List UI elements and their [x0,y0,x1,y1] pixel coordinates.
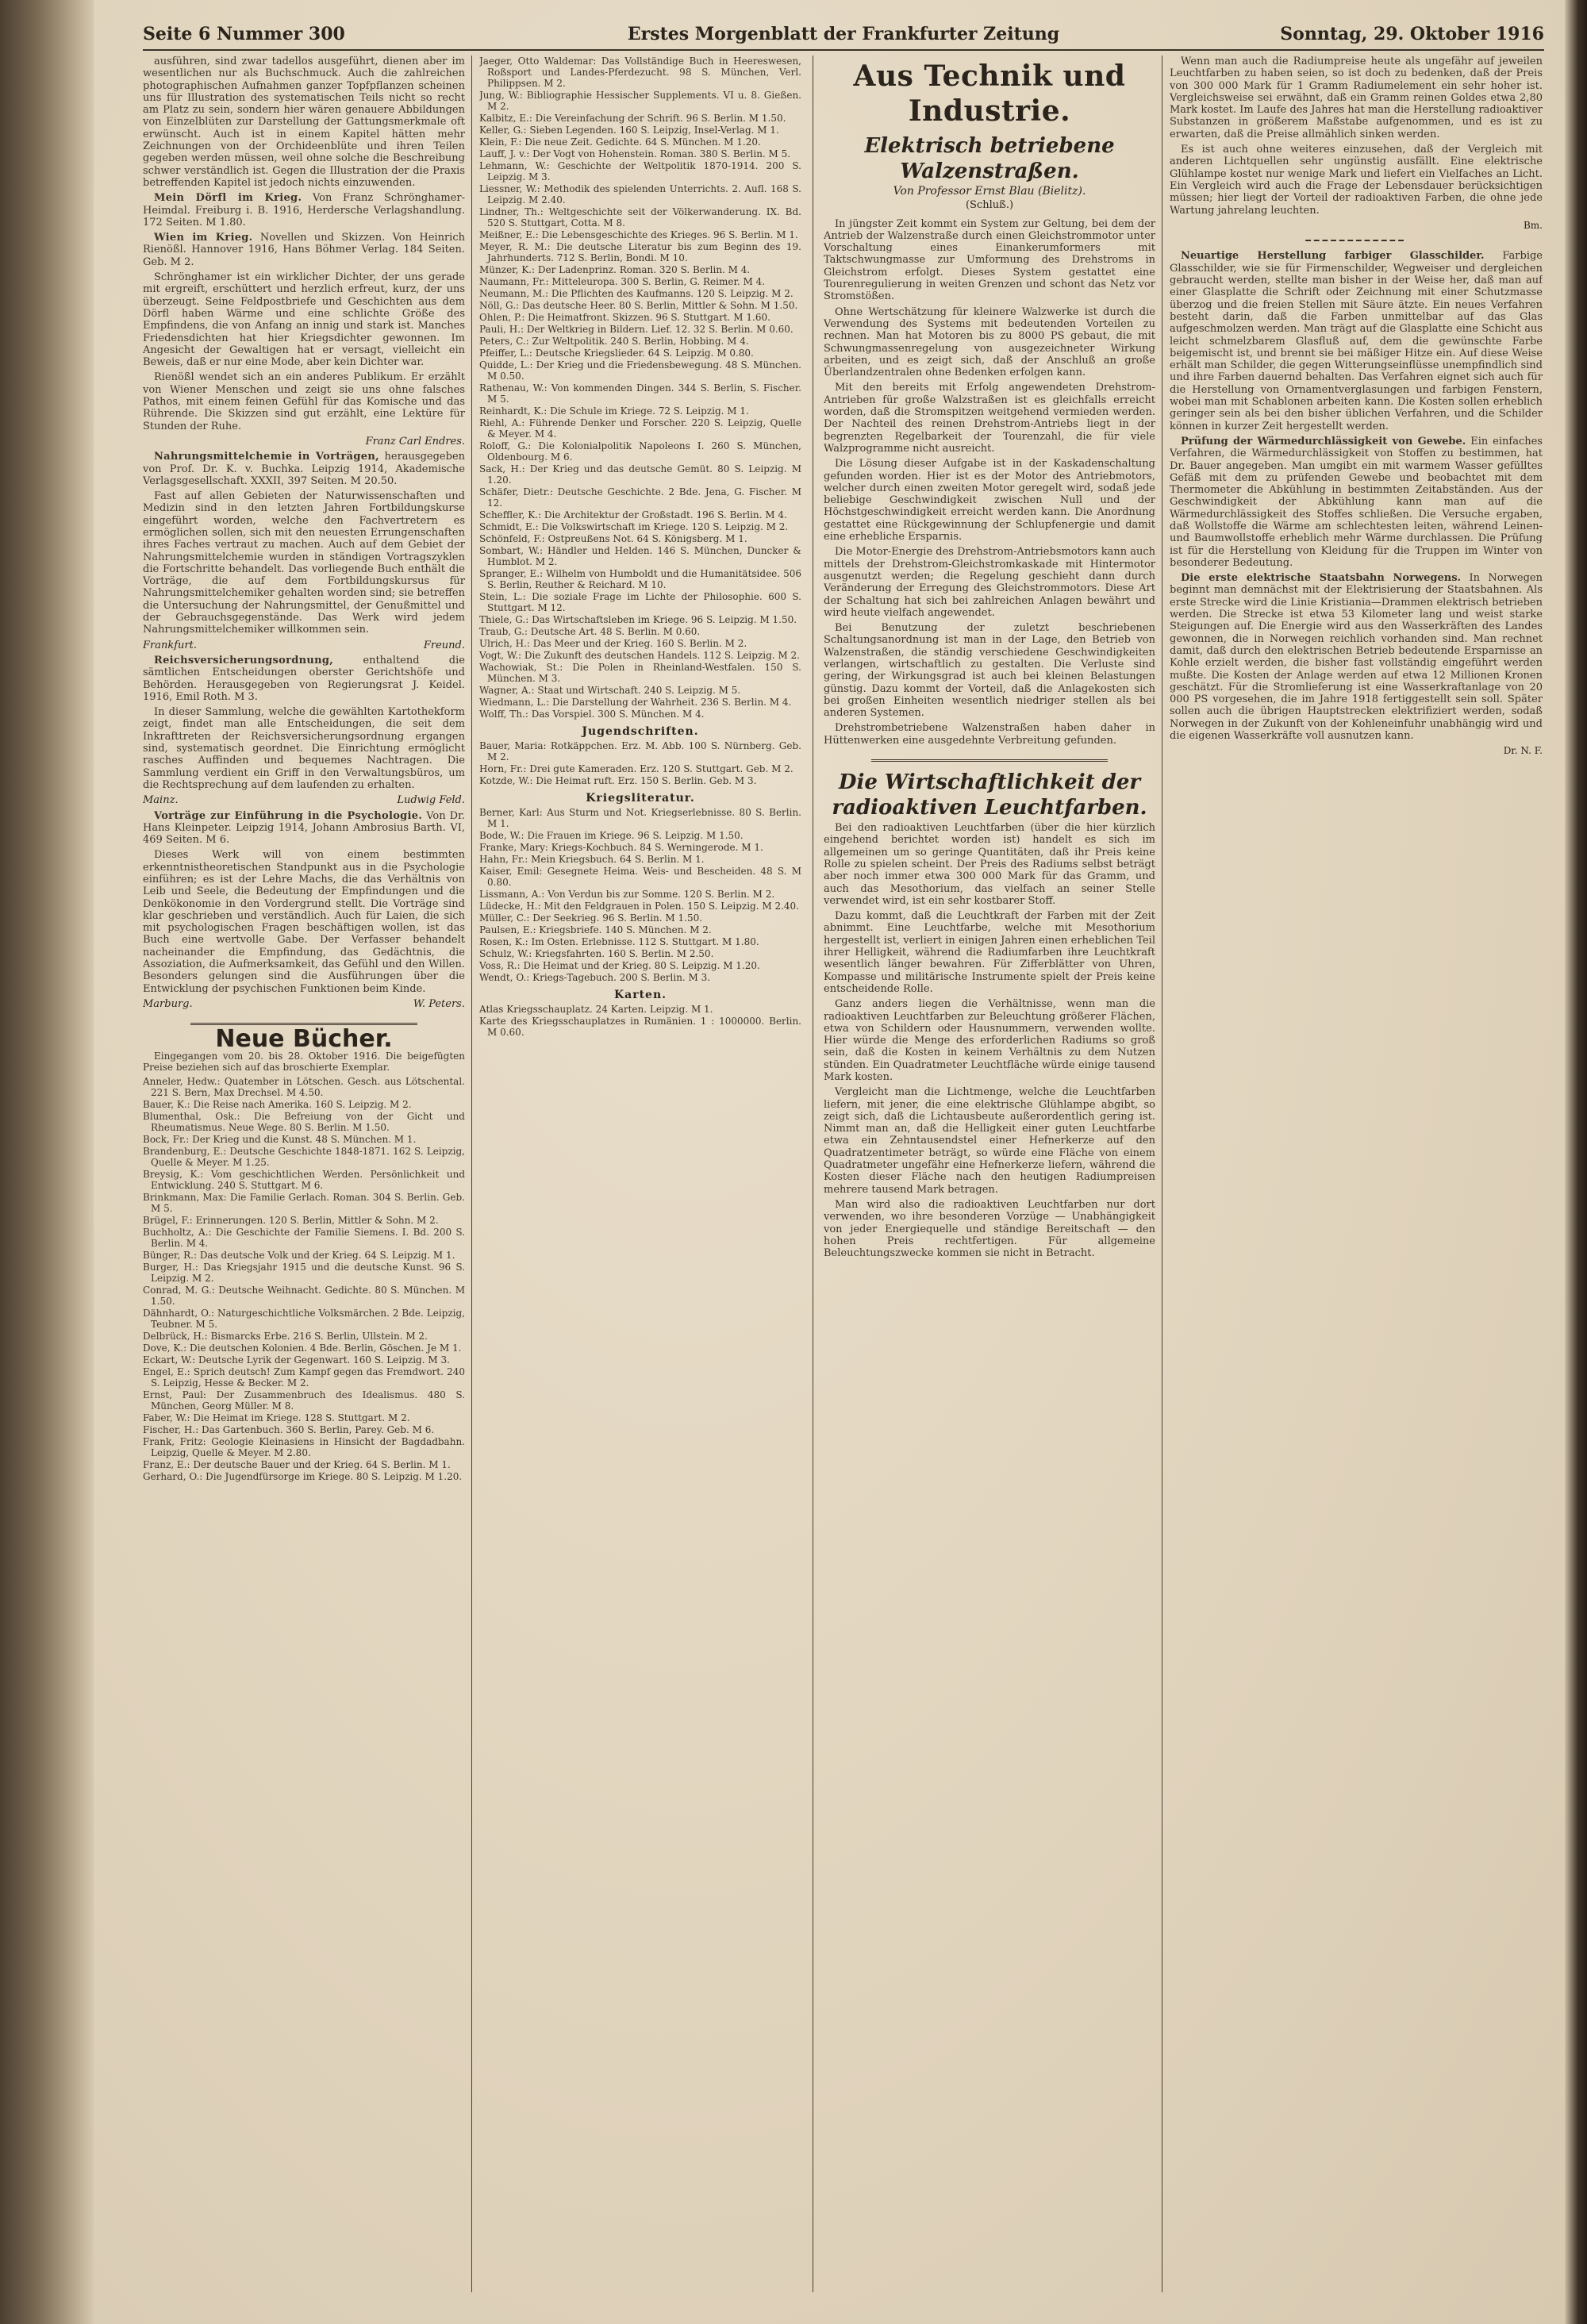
article-title: Elektrisch betriebene Walzenstraßen. [864,134,1115,183]
book-entry: Liessner, W.: Methodik des spielenden Unterrichts. 2. Aufl. 168 S. Leipzig. M 2.40. [479,183,801,206]
review-author: Freund. [423,639,465,651]
review-body: Fast auf allen Gebieten der Naturwissenschaften und Medizin sind in den letzten Jahren Fortbildungskurse eingeführt worden, welche den Fachvertretern es ermöglichen sollen, sich mit den neuesten Errungenschaften ihres Faches vertraut zu machen. Auch auf dem Gebiet der Nahrungsmittelchemie wurden in ständigen Vortragszyklen die Fortschritte behandelt. Das vorliegende Buch enthält die Vorträge, die auf dem Fortbildungskursus für Nahrungsmittelchemiker gehalten worden sind; sie betreffen die Untersuchung der Nahrungsmittel, der Genußmittel und der Gebrauchsgegenstände. Das Werk wird jedem Nahrungsmittelchemiker willkommen sein. [143,490,465,636]
note-body: Ein einfaches Verfahren, die Wärmedurchlässigkeit von Stoffen zu bestimmen, hat Dr. Bauer angegeben. Man umgibt ein mit warmem Wasser gefülltes Gefäß mit dem zu prüfenden Gewebe und beobachtet mit dem Thermometer die Abkühlung in bestimmten Zeitabständen. Aus der Geschwindigkeit der Abkühlung kann man auf die Wärmedurchlässigkeit des Stoffes schließen. Die Versuche ergaben, daß Wollstoffe die Wärme am schlechtesten leiten, während Leinen- und Baumwollstoffe erheblich mehr Wärme durchlassen. Die Prüfung ist für die Herstellung von Kleidung für die Truppen im Winter von besonderer Bedeutung. [1170,435,1543,569]
book-entry: Neumann, M.: Die Pflichten des Kaufmanns. 120 S. Leipzig. M 2. [479,288,794,299]
book-entry: Ohlen, P.: Die Heimatfront. Skizzen. 96 S. Stuttgart. M 1.60. [479,312,770,323]
book-entry: Klein, F.: Die neue Zeit. Gedichte. 64 S. München. M 1.20. [479,136,761,148]
review-signature [143,998,465,1010]
book-list [143,1076,465,1482]
note-body: In Norwegen beginnt man demnächst mit der Elektrisierung der Staatsbahnen. Als erste Strecke wird die Linie Kristiania—Drammen elektrisch betrieben werden. Die Strecke ist etwa 53 Kilometer lang und weist starke Steigungen auf. Die Energie wird aus den Wasserkräften des Landes gewonnen, die in Norwegen reichlich vorhanden sind. Man rechnet damit, daß durch den elektrischen Betrieb bedeutende Ersparnisse an Kohle erzielt werden, die bisher fast vollständig eingeführt werden mußte. Die Kosten der Anlage werden auf etwa 12 Millionen Kronen geschätzt. Für die Stromlieferung ist eine Wasserkraftanlage von 20 000 PS vorgesehen, die im Jahre 1918 fertiggestellt sein soll. Später sollen auch die übrigen Hauptstrecken elektrifiziert werden, sodaß Norwegen in der Zukunft von der Kohleneinfuhr unabhängig wird und die eigenen Wasserkräfte voll ausnutzen kann. [1170,572,1543,743]
book-entry: Delbrück, H.: Bismarcks Erbe. 216 S. Berlin, Ullstein. M 2. [143,1330,428,1342]
review-meta: Von Dr. Hans Kleinpeter. Leipzig 1914, Johann Ambrosius Barth. VI, 469 Seiten. M 6. [143,809,465,847]
book-entry: Wachowiak, St.: Die Polen in Rheinland-Westfalen. 150 S. München. M 3. [479,662,801,684]
book-entry: Jung, W.: Bibliographie Hessischer Supplements. VI u. 8. Gießen. M 2. [479,90,801,112]
article-paragraph: Mit den bereits mit Erfolg angewendeten Drehstrom-Antrieben für große Walzstraßen ist es gleichfalls erreicht worden, daß die Stromspitzen weitgehend vermieden werden. Der Nachteil des reinen Drehstrom-Antriebs liegt in der begrenzten Regelbarkeit der Tourenzahl, die für viele Walzprogramme nicht ausreicht. [824,382,1155,455]
section-divider [871,751,1108,762]
book-entry: Lindner, Th.: Weltgeschichte seit der Völkerwanderung. IX. Bd. 520 S. Stuttgart, Cotta. M 8. [479,206,801,229]
book-entry: Hahn, Fr.: Mein Kriegsbuch. 64 S. Berlin. M 1. [479,854,705,865]
book-entry: Sack, H.: Der Krieg und das deutsche Gemüt. 80 S. Leipzig. M 1.20. [479,463,801,486]
book-entry: Bauer, K.: Die Reise nach Amerika. 160 S. Leipzig. M 2. [143,1098,412,1110]
book-entry: Paulsen, E.: Kriegsbriefe. 140 S. München. M 2. [479,924,712,935]
article-paragraph: Dazu kommt, daß die Leuchtkraft der Farben mit der Zeit abnimmt. Eine Leuchtfarbe, welche mit Mesothorium hergestellt ist, verliert in einigen Jahren einen erheblichen Teil ihrer Helligkeit, während die Radiumfarben ihre Leuchtkraft wesentlich länger bewahren. Für Zifferblätter von Uhren, Kompasse und militärische Instrumente spielt der Preis keine entscheidende Rolle. [824,910,1155,995]
book-entry: Keller, G.: Sieben Legenden. 160 S. Leipzig, Insel-Verlag. M 1. [479,125,779,136]
book-entry: Lüdecke, H.: Mit den Feldgrauen in Polen. 150 S. Leipzig. M 2.40. [479,901,799,912]
book-entry: Ulrich, H.: Das Meer und der Krieg. 160 S. Berlin. M 2. [479,638,747,649]
article-paragraph: Die Motor-Energie des Drehstrom-Antriebsmotors kann auch mittels der Drehstrom-Gleichstromkaskade mit Hintermotor ausgenutzt werden; die Regelung geschieht dann durch Veränderung der Erregung des Gleichstrommotors. Diese Art der Schaltung hat sich bei zahlreichen Anlagen bewährt und wird heute vielfach angewendet. [824,546,1155,619]
book-entry: Berner, Karl: Aus Sturm und Not. Kriegserlebnisse. 80 S. Berlin. M 1. [479,807,801,829]
note-heading: Neuartige Herstellung farbiger Glasschilder. [1181,250,1485,263]
book-entry: Kaiser, Emil: Gesegnete Heima. Weis- und Bescheiden. 48 S. M 0.80. [479,866,801,888]
book-entry: Rathenau, W.: Von kommenden Dingen. 344 S. Berlin, S. Fischer. M 5. [479,382,801,405]
newspaper-page [94,0,1565,2324]
book-entry: Brinkmann, Max: Die Familie Gerlach. Roman. 304 S. Berlin. Geb. M 5. [143,1191,465,1214]
column-notes [1170,56,1543,2292]
header-page-number: Seite 6 Nummer 300 [143,24,345,44]
review-mein-doerfl [143,192,465,229]
book-entry: Wolff, Th.: Das Vorspiel. 300 S. München. M 4. [479,709,705,720]
book-entry: Naumann, Fr.: Mitteleuropa. 300 S. Berlin, G. Reimer. M 4. [479,276,766,287]
book-entry: Reinhardt, K.: Die Schule im Kriege. 72 S. Leipzig. M 1. [479,405,749,417]
book-entry: Quidde, L.: Der Krieg und die Friedensbewegung. 48 S. München. M 0.50. [479,359,801,382]
article-paragraph: Bei Benutzung der zuletzt beschriebenen Schaltungsanordnung ist man in der Lage, den Betrieb von Walzenstraßen, die ständig verschiedene Geschwindigkeiten verlangen, wirtschaftlich zu gestalten. Die Verluste sind gering, der Wirkungsgrad ist auch bei kleinen Belastungen günstig. Dazu kommt der Vorteil, daß die Anlagekosten sich bei großen Einheiten wesentlich niedriger stellen als bei anderen Systemen. [824,622,1155,720]
book-entry: Bode, W.: Die Frauen im Kriege. 96 S. Leipzig. M 1.50. [479,830,744,841]
book-entry: Bauer, Maria: Rotkäppchen. Erz. M. Abb. 100 S. Nürnberg. Geb. M 2. [479,740,801,763]
review-heading: Reichsversicherungsordnung, [154,654,334,666]
book-entry: Pauli, H.: Der Weltkrieg in Bildern. Lief. 12. 32 S. Berlin. M 0.60. [479,324,794,335]
review-intro-text: ausführen, sind zwar tadellos ausgeführt, dienen aber im wesentlichen nur als Buchschmuck. Auch die zahlreichen photographischen Aufnahmen ganzer Topfpflanzen scheinen uns für Illustration des systematischen Teils nicht so recht am Platz zu sein, sondern hier wären genauere Abbildungen von Einzelblüten zur Darstellung der Gattungsmerkmale oft erwünscht. Auch ist in einem Kapitel hätten mehr Zeichnungen von der Orchideenblüte und ihren Teilen gegeben werden müssen, weil ohne solche die Beschreibung schwer verständlich ist. Gegen die Illustration der die Praxis betreffenden Kapitel ist jedoch nichts einzuwenden. [143,56,465,189]
column-book-list [479,56,801,2292]
karten-heading: Karten. [613,989,667,1001]
book-entry: Burger, H.: Das Kriegsjahr 1915 und die deutsche Kunst. 96 S. Leipzig. M 2. [143,1261,465,1284]
section-title: Aus Technik und Industrie. [853,60,1126,128]
jugendschriften-heading: Jugendschriften. [582,725,699,738]
article-paragraph: Man wird also die radioaktiven Leuchtfarben nur dort verwenden, wo ihre besonderen Vorzüge — Unabhängigkeit von jeder Energiequelle und ständige Bereitschaft — den hohen Preis rechtfertigen. Für allgemeine Beleuchtungszwecke kommen sie nicht in Betracht. [824,1198,1155,1260]
note-signature: Dr. N. F. [1503,745,1543,757]
section-divider [190,1015,417,1025]
book-entry: Lehmann, W.: Geschichte der Weltpolitik 1870-1914. 200 S. Leipzig. M 3. [479,160,801,182]
book-entry: Lissmann, A.: Von Verdun bis zur Somme. 120 S. Berlin. M 2. [479,889,775,900]
book-entry: Schönfeld, F.: Ostpreußens Not. 64 S. Königsberg. M 1. [479,533,747,544]
book-entry: Dähnhardt, O.: Naturgeschichtliche Volksmärchen. 2 Bde. Leipzig, Teubner. M 5. [143,1307,465,1330]
article-continuation-note: (Schluß.) [965,199,1014,212]
article-paragraph: Bei den radioaktiven Leuchtfarben (über die hier kürzlich eingehend berichtet worden ist) handelt es sich im allgemeinen um so geringe Quantitäten, daß ihr Preis keine Rolle zu spielen scheint. Der Preis des Radiums selbst beträgt aber noch immer etwa 300 000 Mark für das Gramm, und auch das Mesothorium, das vielfach an seiner Stelle verwendet wird, ist ein sehr kostbarer Stoff. [824,822,1155,907]
note-heading: Die erste elektrische Staatsbahn Norwegens. [1181,572,1462,585]
review-body: Schrönghamer ist ein wirklicher Dichter, der uns gerade mit ergreift, erschüttert und herzlich erfreut, kurz, der uns überzeugt. Seine Feldpostbriefe und Geschichten aus dem Dörfl haben Wärme und eine schlichte Größe des Empfindens, die von Anfang an innig und stark ist. Manches Friedensdichten hat hier Kriegsdichter gewonnen. Im Angesicht der Gewaltigen hat er versagt, vielleicht ein Beweis, daß er nur eine Mode, aber kein Dichter war. [143,271,465,369]
book-entry: Peters, C.: Zur Weltpolitik. 240 S. Berlin, Hobbing. M 4. [479,336,749,347]
book-entry: Buchholtz, A.: Die Geschichte der Familie Siemens. I. Bd. 200 S. Berlin. M 4. [143,1226,465,1249]
book-entry: Jaeger, Otto Waldemar: Das Vollständige Buch in Heereswesen, Roßsport und Landes-Pferdezucht. 98 S. München, Verl. Philippsen. M 2. [479,56,801,89]
review-signature [143,640,465,651]
book-list-karten [479,1004,801,1038]
review-signature: Franz Carl Endres. [365,435,465,448]
book-entry: Horn, Fr.: Drei gute Kameraden. Erz. 120 S. Stuttgart. Geb. M 2. [479,763,794,774]
book-entry: Meyer, R. M.: Die deutsche Literatur bis zum Beginn des 19. Jahrhunderts. 712 S. Berlin, Bondi. M 10. [479,241,801,263]
book-entry: Gerhard, O.: Die Jugendfürsorge im Kriege. 80 S. Leipzig. M 1.20. [143,1470,463,1482]
review-place: Frankfurt. [143,639,197,651]
book-entry: Roloff, G.: Die Kolonialpolitik Napoleons I. 260 S. München, Oldenbourg. M 6. [479,440,801,463]
book-entry: Wagner, A.: Staat und Wirtschaft. 240 S. Leipzig. M 5. [479,685,741,696]
review-heading: Vorträge zur Einführung in die Psychologie. [154,809,423,822]
book-entry: Breysig, K.: Vom geschichtlichen Werden. Persönlichkeit und Entwicklung. 240 S. Stuttgart. M 6. [143,1168,465,1191]
book-entry: Müller, C.: Der Seekrieg. 96 S. Berlin. M 1.50. [479,912,703,924]
review-meta: enthaltend die sämtlichen Entscheidungen oberster Gerichtshöfe und Behörden. Herausgegeben von Regierungsrat J. Keidel. 1916, Emil Roth. M 3. [143,654,465,703]
book-binding [0,0,94,2324]
review-place: Marburg. [143,997,193,1010]
book-entry: Eckart, W.: Deutsche Lyrik der Gegenwart. 160 S. Leipzig. M 3. [143,1354,450,1366]
column-rule [471,56,472,2292]
book-entry: Franz, E.: Der deutsche Bauer und der Krieg. 64 S. Berlin. M 1. [143,1458,451,1470]
review-body: Rienößl wendet sich an ein anderes Publikum. Er erzählt von Wiener Menschen und zeigt sie uns ohne falsches Pathos, mit einem feinen Gefühl für das Komische und das Rührende. Die Skizzen sind gut erzählt, eine Lektüre für Stunden der Ruhe. [143,371,465,432]
review-heading: Mein Dörfl im Krieg. [154,192,302,205]
note-glasschilder [1170,250,1543,432]
book-entry: Rosen, K.: Im Osten. Erlebnisse. 112 S. Stuttgart. M 1.80. [479,936,759,947]
page-header [143,22,1544,51]
book-entry: Franke, Mary: Kriegs-Kochbuch. 84 S. Werningerode. M 1. [479,842,763,853]
review-meta: Novellen und Skizzen. Von Heinrich Rienößl. Hannover 1916, Hans Böhmer Verlag. 184 Seiten. Geb. M 2. [143,232,465,268]
article-paragraph: Ohne Wertschätzung für kleinere Walzwerke ist durch die Verwendung des Systems mit bedeutenden Vorteilen zu rechnen. Man hat Motoren bis zu 8000 PS gebaut, die mit Schwungmassenregelung von ausgezeichneter Wirkung arbeiten, und es zeigt sich, daß der Anschluß an große Überlandzentralen ohne Bedenken erfolgen kann. [824,305,1155,379]
article-paragraph: Es ist auch ohne weiteres einzusehen, daß der Vergleich mit anderen Lichtquellen sehr ungünstig ausfällt. Eine elektrische Glühlampe kostet nur wenige Mark und liefert ein Vielfaches an Licht. Ein Vergleich wird auch die Frage der Lebensdauer berücksichtigen müssen; hier liegt der Vorteil der radioaktiven Farben, die ohne jede Wartung jahrelang leuchten. [1170,144,1543,217]
page-edge [1565,0,1587,2324]
review-author: W. Peters. [413,997,465,1010]
review-body: Dieses Werk will von einem bestimmten erkenntnistheoretischen Standpunkt aus in die Psychologie einführen; es ist der Lehre Machs, die das Verhältnis von Leib und Seele, die Bedeutung der Empfindungen und die Denkökonomie in den Vordergrund stellt. Die Vorträge sind klar geschrieben und verständlich. Auch für Laien, die sich mit psychologischen Fragen beschäftigen wollen, ist das Buch eine wertvolle Gabe. Der Verfasser behandelt nacheinander die Empfindung, das Gedächtnis, die Assoziation, die Aufmerksamkeit, das Gefühl und den Willen. Besonders gelungen sind die Ausführungen über die Entwicklung der psychischen Funktionen beim Kinde. [143,849,465,995]
book-entry: Dove, K.: Die deutschen Kolonien. 4 Bde. Berlin, Göschen. Je M 1. [143,1342,462,1354]
book-entry: Bünger, R.: Das deutsche Volk und der Krieg. 64 S. Leipzig. M 1. [143,1249,455,1261]
column-book-reviews [143,56,465,2292]
header-date: Sonntag, 29. Oktober 1916 [1280,24,1544,44]
review-wien-im-krieg [143,232,465,268]
book-entry: Brandenburg, E.: Deutsche Geschichte 1848-1871. 162 S. Leipzig, Quelle & Meyer. M 1.25. [143,1145,465,1168]
book-entry: Conrad, M. G.: Deutsche Weihnacht. Gedichte. 80 S. München. M 1.50. [143,1284,465,1307]
review-author: Ludwig Feld. [397,794,465,807]
book-entry: Vogt, W.: Die Zukunft des deutschen Handels. 112 S. Leipzig. M 2. [479,650,800,661]
article-author: Von Professor Ernst Blau (Bielitz). [893,185,1086,198]
review-psychologie [143,810,465,847]
review-meta: Von Franz Schrönghamer-Heimdal. Freiburg i. B. 1916, Herdersche Verlagshandlung. 172 Seiten. M 1.80. [143,192,465,229]
book-entry: Fischer, H.: Das Gartenbuch. 360 S. Berlin, Parey. Geb. M 6. [143,1423,435,1435]
note-heading: Prüfung der Wärmedurchlässigkeit von Gewebe. [1181,435,1466,448]
note-staatsbahn-norwegen [1170,572,1543,742]
book-entry: Karte des Kriegsschauplatzes in Rumänien. 1 : 1000000. Berlin. M 0.60. [479,1016,801,1038]
book-entry: Pfeiffer, L.: Deutsche Kriegslieder. 64 S. Leipzig. M 0.80. [479,348,754,359]
book-entry: Stein, L.: Die soziale Frage im Lichte der Philosophie. 600 S. Stuttgart. M 12. [479,591,801,613]
book-entry: Sombart, W.: Händler und Helden. 146 S. München, Duncker & Humblot. M 2. [479,545,801,567]
book-entry: Nöll, G.: Das deutsche Heer. 80 S. Berlin, Mittler & Sohn. M 1.50. [479,300,798,311]
article-paragraph: In jüngster Zeit kommt ein System zur Geltung, bei dem der Antrieb der Walzenstraße durch einen Gleichstrommotor unter Vorschaltung eines Einankerumformers mit Taktschwungmasse zur Umformung des Drehstroms in Gleichstrom erfolgt. Dieses System gestattet eine Tourenregulierung in weiten Grenzen und schont das Netz vor Stromstößen. [824,217,1155,303]
article-body [824,822,1155,1259]
column-technik [824,56,1155,2292]
book-entry: Meißner, E.: Die Lebensgeschichte des Krieges. 96 S. Berlin. M 1. [479,229,798,240]
review-heading: Wien im Krieg. [154,232,253,244]
article-signature: Bm. [1523,219,1543,231]
book-entry: Blumenthal, Osk.: Die Befreiung von der Gicht und Rheumatismus. Neue Wege. 80 S. Berlin. M 1.50. [143,1110,465,1133]
book-entry: Spranger, E.: Wilhelm von Humboldt und die Humanitätsidee. 506 S. Berlin, Reuther & Reichard. M 10. [479,568,801,590]
book-list-jugend [479,740,801,786]
article-paragraph: Wenn man auch die Radiumpreise heute als ungefähr auf jeweilen Leuchtfarben zu haben seien, so ist doch zu bedenken, daß der Preis von 300 000 Mark für 1 Gramm Radiumelement ein sehr hoher ist. Vergleichsweise sei erwähnt, daß ein Gramm reinen Goldes etwa 2,80 Mark kostet. Im Laufe des Jahres hat man die Herstellung radioaktiver Substanzen in größerem Maßstabe aufgenommen, und es ist zu erwarten, daß die Preise allmählich sinken werden. [1170,56,1543,140]
header-masthead: Erstes Morgenblatt der Frankfurter Zeitung [627,24,1060,44]
review-nahrungsmittelchemie [143,451,465,487]
book-entry: Münzer, K.: Der Ladenprinz. Roman. 320 S. Berlin. M 4. [479,264,751,275]
book-entry: Wiedmann, L.: Die Darstellung der Wahrheit. 236 S. Berlin. M 4. [479,697,792,708]
review-meta: herausgegeben von Prof. Dr. K. v. Buchka. Leipzig 1914, Akademische Verlagsgesellschaft. XXXII, 397 Seiten. M 20.50. [143,451,465,487]
article-body [824,218,1155,747]
article-paragraph: Ganz anders liegen die Verhältnisse, wenn man die radioaktiven Leuchtfarben zur Beleuchtung größerer Flächen, etwa von Schildern oder Hausnummern, verwenden wollte. Hier würde die Menge des erforderlichen Radiums so groß sein, daß die Kosten in keinem Verhältnis zu dem Nutzen stünden. Ein Quadratmeter Leuchtfläche würde einige tausend Mark kosten. [824,998,1155,1083]
book-entry: Kalbitz, E.: Die Vereinfachung der Schrift. 96 S. Berlin. M 1.50. [479,113,786,124]
note-body: Farbige Glasschilder, wie sie für Firmenschilder, Wegweiser und dergleichen gebraucht werden, stellte man bisher in der Weise her, daß man auf einer Glasplatte die Schrift oder Zeichnung mit einer Schutzmasse überzog und die freien Stellen mit Säure ätzte. Ein neues Verfahren besteht darin, daß die Farben unmittelbar auf das Glas aufgeschmolzen werden. Man trägt auf die Glasplatte eine Schicht aus leicht schmelzbarem Glasfluß auf, dem die gewünschte Farbe beigemischt ist, und brennt sie bei mäßiger Hitze ein. Auf diese Weise erhält man Schilder, die gegen Witterungseinflüsse unempfindlich sind und ihre Farben dauernd behalten. Das Verfahren eignet sich auch für die Herstellung von Ornamentverglasungen und farbigen Fenstern, wobei man mit Schablonen arbeiten kann. Die Kosten sollen erheblich geringer sein als bei den bisher üblichen Verfahren, und die Schilder können in kurzer Zeit hergestellt werden. [1170,250,1543,432]
book-entry: Riehl, A.: Führende Denker und Forscher. 220 S. Leipzig, Quelle & Meyer. M 4. [479,417,801,440]
book-entry: Anneler, Hedw.: Quatember in Lötschen. Gesch. aus Lötschental. 221 S. Bern, Max Drechsel. M 4.50. [143,1075,465,1098]
book-entry: Atlas Kriegsschauplatz. 24 Karten. Leipzig. M 1. [479,1004,713,1015]
book-list [479,56,801,720]
review-reichsversicherung [143,655,465,703]
book-entry: Ernst, Paul: Der Zusammenbruch des Idealismus. 480 S. München, Georg Müller. M 8. [143,1389,465,1412]
book-entry: Lauff, J. v.: Der Vogt von Hohenstein. Roman. 380 S. Berlin. M 5. [479,148,791,159]
book-entry: Brügel, F.: Erinnerungen. 120 S. Berlin, Mittler & Sohn. M 2. [143,1214,439,1226]
book-entry: Voss, R.: Die Heimat und der Krieg. 80 S. Leipzig. M 1.20. [479,960,760,971]
kriegsliteratur-heading: Kriegsliteratur. [586,792,695,805]
review-heading: Nahrungsmittelchemie in Vorträgen, [154,451,379,463]
book-entry: Bock, Fr.: Der Krieg und die Kunst. 48 S. München. M 1. [143,1133,417,1145]
section-divider: ━━━━━━━━━━━━ [1305,236,1407,247]
neue-buecher-intro: Eingegangen vom 20. bis 28. Oktober 1916. Die beigefügten Preise beziehen sich auf das broschierte Exemplar. [143,1050,465,1073]
review-signature [143,794,465,806]
book-entry: Thiele, G.: Das Wirtschaftsleben im Kriege. 96 S. Leipzig. M 1.50. [479,614,797,625]
neue-buecher-title: Neue Bücher. [215,1025,393,1054]
book-entry: Kotzde, W.: Die Heimat ruft. Erz. 150 S. Berlin. Geb. M 3. [479,775,757,786]
book-entry: Engel, E.: Sprich deutsch! Zum Kampf gegen das Fremdwort. 240 S. Leipzig, Hesse & Becker. M 2. [143,1366,465,1389]
review-place: Mainz. [143,794,179,807]
article-title: Die Wirtschaftlichkeit der radioaktiven Leuchtfarben. [832,770,1147,820]
article-paragraph: Die Lösung dieser Aufgabe ist in der Kaskadenschaltung gefunden worden. Hier ist es der Motor des Antriebmotors, welcher durch einen zweiten Motor geregelt wird, sodaß jede beliebige Geschwindigkeit zwischen Null und der Höchstgeschwindigkeit erreicht werden kann. Die Anordnung gestattet eine Rückgewinnung der Schlupfenergie und damit eine erhebliche Ersparnis. [824,458,1155,544]
book-entry: Scheffler, K.: Die Architektur der Großstadt. 196 S. Berlin. M 4. [479,509,787,520]
book-list-krieg [479,807,801,983]
article-body [1170,56,1543,217]
book-entry: Faber, W.: Die Heimat im Kriege. 128 S. Stuttgart. M 2. [143,1412,410,1423]
article-paragraph: Vergleicht man die Lichtmenge, welche die Leuchtfarben liefern, mit jener, die eine elektrische Glühlampe abgibt, so zeigt sich, daß die Lichtausbeute außerordentlich gering ist. Nimmt man an, daß die Helligkeit einer guten Leuchtfarbe etwa ein Zehntausendstel einer Hefnerkerze auf den Quadratzentimeter beträgt, so würde eine Fläche von einem Quadratmeter ungefähr eine Hefnerkerze liefern, während die Kosten dieser Fläche nach den heutigen Radiumpreisen mehrere tausend Mark betragen. [824,1086,1155,1196]
book-entry: Traub, G.: Deutsche Art. 48 S. Berlin. M 0.60. [479,626,701,637]
note-waermedurchlaessigkeit [1170,436,1543,569]
book-entry: Schulz, W.: Kriegsfahrten. 160 S. Berlin. M 2.50. [479,948,714,959]
article-paragraph: Drehstrombetriebene Walzenstraßen haben daher in Hüttenwerken eine ausgedehnte Verbreitung gefunden. [824,722,1155,747]
book-entry: Frank, Fritz: Geologie Kleinasiens in Hinsicht der Bagdadbahn. Leipzig, Quelle & Meyer. M 2.80. [143,1435,465,1458]
book-entry: Schmidt, E.: Die Volkswirtschaft im Kriege. 120 S. Leipzig. M 2. [479,521,789,532]
book-entry: Schäfer, Dietr.: Deutsche Geschichte. 2 Bde. Jena, G. Fischer. M 12. [479,486,801,509]
book-entry: Wendt, O.: Kriegs-Tagebuch. 200 S. Berlin. M 3. [479,972,711,983]
review-body: In dieser Sammlung, welche die gewählten Kartothekform zeigt, findet man alle Entscheidungen, die seit dem Inkrafttreten der Reichsversicherungsordnung ergangen sind, systematisch geordnet. Die Einrichtung ermöglicht rasches Auffinden und bequemes Nachtragen. Die Sammlung verdient ein Griff in den Verwaltungsbüros, um die Rechtsprechung auf dem laufenden zu erhalten. [143,706,465,791]
